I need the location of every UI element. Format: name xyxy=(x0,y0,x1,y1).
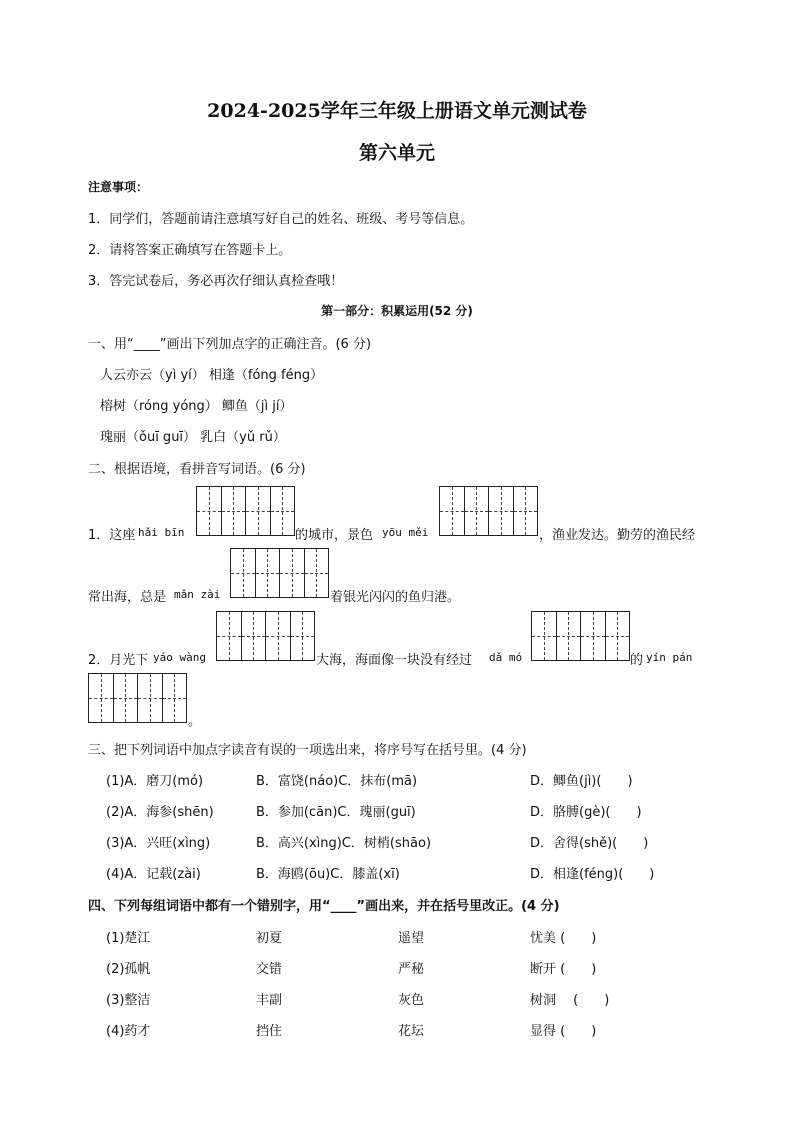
word-cell: 交错 xyxy=(256,962,283,977)
question-3-heading: 三、把下列词语中加点字读音有误的一项选出来，将序号写在括号里。(4 分) xyxy=(88,743,527,758)
word-cell: (4)药才 xyxy=(106,1024,151,1039)
option-bc: B．海鸥(ōu)C．膝盖(xī) xyxy=(256,867,400,882)
word-cell: 遥望 xyxy=(398,931,425,946)
pinyin-prompt: yín pán xyxy=(646,651,693,664)
pinyin-prompt: yōu měi xyxy=(382,526,429,539)
word-cell: 严秘 xyxy=(398,962,425,977)
question-1-line: 榕树（róng yóng） 鲫鱼（jì jí） xyxy=(100,399,293,414)
sentence-text: 的城市，景色 xyxy=(295,528,374,543)
pinyin-prompt: mǎn zài xyxy=(174,588,221,601)
writing-grid-yaowang[interactable] xyxy=(216,611,315,661)
part-heading: 第一部分：积累运用(52 分) xyxy=(321,304,473,318)
option-d: D．鲫鱼(jì)( ) xyxy=(530,774,633,789)
word-cell: (3)整洁 xyxy=(106,993,151,1008)
option-a: (4)A．记载(zài) xyxy=(106,867,201,882)
word-cell: (2)孤帆 xyxy=(106,962,151,977)
question-1-line: 瑰丽（ǒuī guī） 乳白（yǔ rǔ） xyxy=(100,430,286,445)
pinyin-prompt: hǎi bīn xyxy=(138,526,185,539)
page-subtitle: 第六单元 xyxy=(358,142,435,164)
word-cell: 灰色 xyxy=(398,993,425,1008)
word-cell: 树洞 ( ) xyxy=(530,993,610,1008)
word-cell: (1)楚江 xyxy=(106,931,151,946)
word-cell: 挡住 xyxy=(256,1024,283,1039)
question-1-heading: 一、用“____”画出下列加点字的正确注音。(6 分) xyxy=(88,337,372,352)
question-4-heading: 四、下列每组词语中都有一个错别字，用“____”画出来，并在括号里改正。(4 分) xyxy=(88,899,560,914)
option-d: D．胳膊(gè)( ) xyxy=(530,805,642,820)
page-title: 2024-2025学年三年级上册语文单元测试卷 xyxy=(207,100,587,122)
notes-heading: 注意事项： xyxy=(88,180,149,194)
writing-grid-haibin[interactable] xyxy=(196,486,295,536)
sentence-text: 常出海，总是 xyxy=(88,590,167,605)
sentence-text: 。 xyxy=(188,714,202,729)
option-d: D．舍得(shě)( ) xyxy=(530,836,649,851)
sentence-text: ，渔业发达。勤劳的渔民经 xyxy=(539,528,696,543)
word-cell: 忧美 ( ) xyxy=(530,931,597,946)
writing-grid-manzai[interactable] xyxy=(230,548,329,598)
option-bc: B．富饶(náo)C．抹布(mā) xyxy=(256,774,418,789)
sentence-text: 大海，海面像一块没有经过 xyxy=(316,653,473,668)
word-cell: 断开 ( ) xyxy=(530,962,597,977)
sentence-text: 着银光闪闪的鱼归港。 xyxy=(330,590,461,605)
word-cell: 显得 ( ) xyxy=(530,1024,597,1039)
word-cell: 丰副 xyxy=(256,993,283,1008)
option-a: (1)A．磨刀(mó) xyxy=(106,774,204,789)
word-cell: 初夏 xyxy=(256,931,283,946)
word-cell: 花坛 xyxy=(398,1024,425,1039)
option-bc: B．高兴(xìng)C．树梢(shāo) xyxy=(256,836,432,851)
sentence-text: 的 xyxy=(630,653,644,668)
sentence-text: 1．这座 xyxy=(88,528,136,543)
note-item: 3．答完试卷后，务必再次仔细认真检查哦！ xyxy=(88,274,344,289)
option-a: (2)A．海参(shēn) xyxy=(106,805,214,820)
writing-grid-damo[interactable] xyxy=(531,611,630,661)
pinyin-prompt: yáo wàng xyxy=(153,651,206,664)
sentence-text: 2．月光下 xyxy=(88,653,149,668)
writing-grid-yinpan[interactable] xyxy=(88,673,187,723)
question-1-line: 人云亦云（yì yí） 相逢（fóng féng） xyxy=(100,368,324,383)
note-item: 1．同学们，答题前请注意填写好自己的姓名、班级、考号等信息。 xyxy=(88,212,474,227)
option-bc: B．参加(cān)C．瑰丽(guī) xyxy=(256,805,416,820)
pinyin-prompt: dǎ mó xyxy=(489,651,523,664)
writing-grid-youmei[interactable] xyxy=(439,486,538,536)
question-2-heading: 二、根据语境，看拼音写词语。(6 分) xyxy=(88,462,306,477)
option-a: (3)A．兴旺(xìng) xyxy=(106,836,211,851)
note-item: 2．请将答案正确填写在答题卡上。 xyxy=(88,243,292,258)
option-d: D．相逢(féng)( ) xyxy=(530,867,655,882)
